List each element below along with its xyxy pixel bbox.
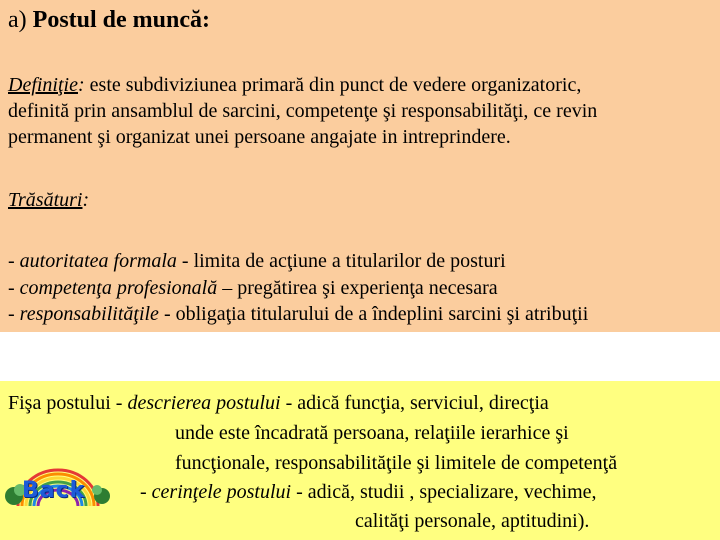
- traits-colon: :: [82, 189, 90, 211]
- heading-prefix: a): [8, 7, 33, 33]
- list-item: [8, 248, 588, 275]
- traits-item-term: responsabilităţile: [19, 303, 159, 325]
- list-item: [8, 301, 588, 328]
- traits-item-term: competenţa profesională: [19, 276, 218, 299]
- page-title: [8, 6, 210, 34]
- traits-list: [8, 248, 588, 328]
- back-button[interactable]: [4, 462, 112, 508]
- definition-line-3: permanent şi organizat unei persoane angajate in intreprindere.: [8, 126, 511, 148]
- job-sheet-line-3: funcţionale, responsabilităţile şi limitele de competenţă: [175, 452, 618, 474]
- traits-dash: -: [8, 276, 20, 299]
- traits-item-term: autoritatea formala: [19, 250, 177, 272]
- job-requirements-term: cerinţele postului: [151, 481, 292, 503]
- definition-line-1: [8, 72, 718, 98]
- job-description-term: descrierea postului: [127, 392, 281, 414]
- traits-dash: -: [8, 250, 20, 272]
- traits-dash: -: [8, 303, 20, 325]
- definition-colon: :: [77, 74, 85, 96]
- list-item: [8, 275, 588, 302]
- job-sheet-line-1: [8, 388, 549, 418]
- definition-line-2: definită prin ansamblul de sarcini, competenţe şi responsabilităţi, ce revin: [8, 100, 598, 122]
- traits-item-text: - obligaţia titularului de a îndeplini sarcini şi atribuţii: [158, 303, 589, 325]
- definition-paragraph: [8, 72, 718, 150]
- job-description-text: - adică funcţia, serviciul, direcţia: [280, 392, 549, 414]
- job-sheet-term: Fişa postului: [8, 392, 111, 414]
- job-sheet-line-2: unde este încadrată persoana, relaţiile ierarhice şi: [175, 422, 569, 444]
- traits-term: Trăsături: [8, 189, 83, 211]
- heading-title: Postul de muncă:: [32, 7, 210, 33]
- job-sheet-sep: -: [110, 392, 128, 414]
- traits-item-text: – pregătirea şi experienţa necesara: [217, 276, 498, 299]
- traits-heading: [8, 187, 89, 213]
- definition-text-1: este subdiviziunea primară din punct de vedere organizatoric,: [84, 74, 582, 96]
- back-button-label[interactable]: Back: [22, 478, 86, 503]
- job-requirements-text: - adică, studii , specializare, vechime,: [291, 481, 597, 503]
- definition-term: Definiţie: [8, 74, 78, 96]
- job-sheet-line-4: [140, 477, 597, 507]
- job-sheet-dash: -: [140, 481, 152, 503]
- traits-item-text: - limita de acţiune a titularilor de posturi: [176, 250, 506, 272]
- job-sheet-line-5: calităţi personale, aptitudini).: [355, 510, 590, 532]
